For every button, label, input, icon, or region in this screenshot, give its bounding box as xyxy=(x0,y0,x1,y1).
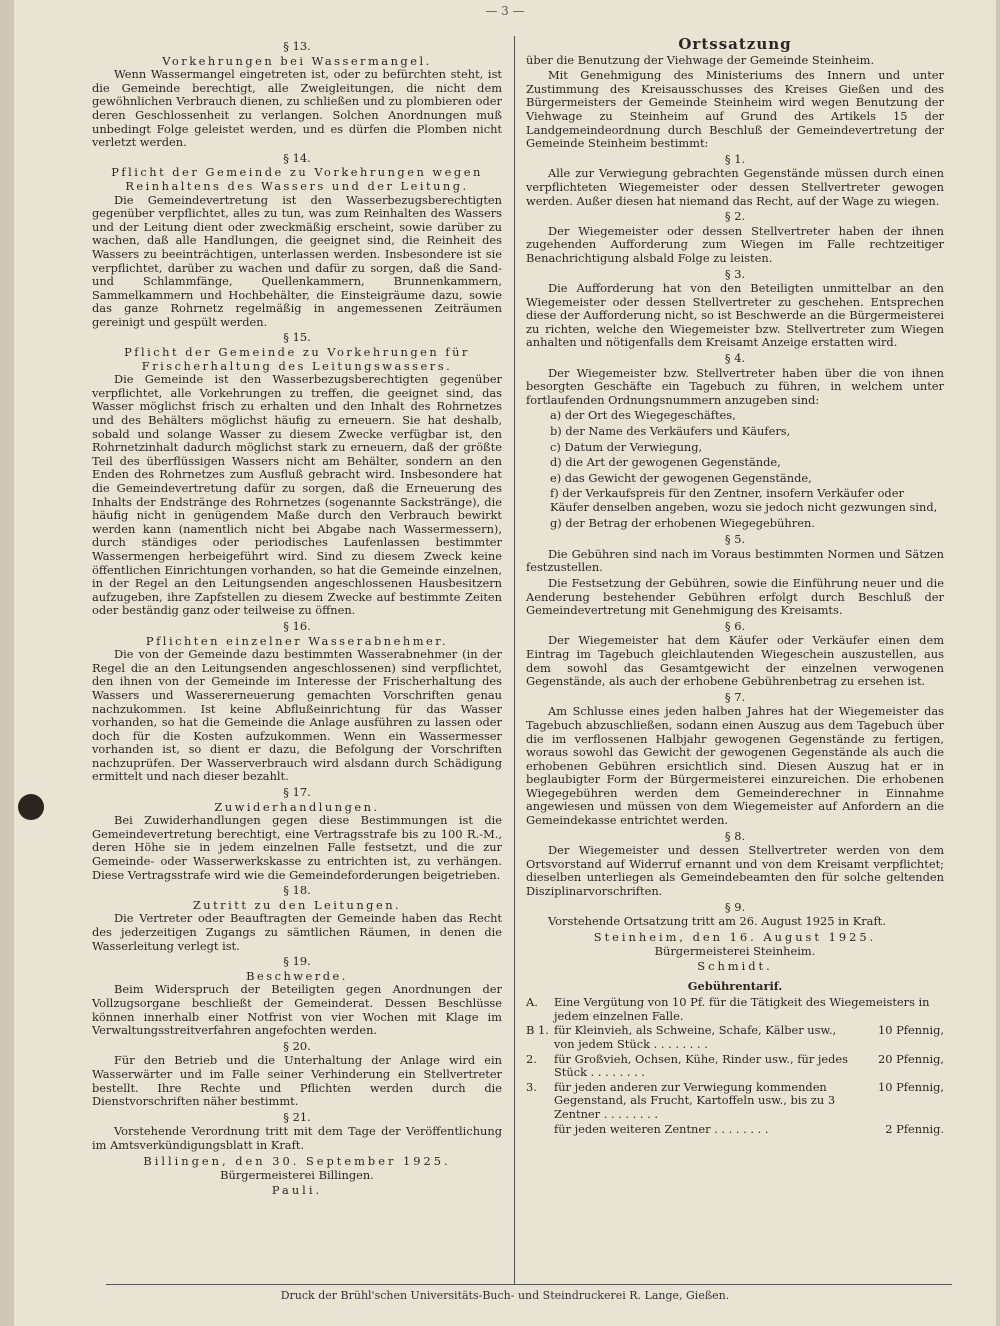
fee-schedule-heading: Gebührentarif. xyxy=(687,978,783,993)
section-14-heading: Pflicht der Gemeinde zu Vorkehrungen wegen Reinhaltens des Wassers und der Leitung. xyxy=(111,165,483,193)
page-number: — 3 — xyxy=(485,4,525,18)
section-15-number: § 15. xyxy=(283,330,311,345)
left-column xyxy=(92,38,502,1197)
list-item: g) der Betrag der erhobenen Wiegegebühren. xyxy=(550,515,815,530)
fee-row-text: für jeden anderen zur Verwiegung kommenden Gegenstand, als Frucht, Kartoffeln usw., bis zu 3 Zentner . . . . . . . . xyxy=(554,1079,836,1121)
section-19-number: § 19. xyxy=(283,954,311,969)
section-14-text: Die Gemeindevertretung ist den Wasserbezugsberechtigten gegenüber verpflichtet, alles zu tun, was zum Reinhalten des Wassers und der Leitung dient oder zweckmäßig erscheint, sowie darüber zu wachen, daß alle Handlungen, die geeignet sind, die Reinheit des Wassers zu beeinträchtigen, unterlassen werden. Insbesondere ist sie verpflichtet, darüber zu wachen und dafür zu sorgen, daß die Sand- und Schlammfänge, Quellenkammern, Brunnenkammern, Sammelkammern und Hochbehälter, die Einsteigräume dazu, sowie das ganze Rohrnetz regelmäßig in angemessenen Zeiträumen gereinigt und gespült werden. xyxy=(92,192,502,329)
bottom-rule xyxy=(106,1284,952,1285)
fee-row-key: 3. xyxy=(526,1079,537,1094)
ordinance-section-7-number: § 7. xyxy=(724,689,746,704)
right-column xyxy=(526,35,944,1137)
section-17-heading: Zuwiderhandlungen. xyxy=(214,799,380,814)
section-19-text: Beim Widerspruch der Beteiligten gegen Anordnungen der Vollzugsorgane beschließt der Gemeinderat. Dessen Beschlüsse können innerhalb einer Notfrist von vier Wochen mit Klage im Verwaltungsstreitverfahren angefochten werden. xyxy=(92,982,502,1038)
section-13-number: § 13. xyxy=(283,39,311,53)
list-item: b) der Name des Verkäufers und Käufers, xyxy=(550,424,791,439)
list-item: f) der Verkaufspreis für den Zentner, insofern Verkäufer oder Käufer denselben angeben, wozu sie jedoch nicht gezwungen sind, xyxy=(550,486,938,514)
fee-row-text: für jeden weiteren Zentner . . . . . . . . xyxy=(554,1121,769,1136)
fee-row-key xyxy=(526,1123,554,1137)
ordinance-section-5-number: § 5. xyxy=(724,532,746,547)
list-item: c) Datum der Verwiegung, xyxy=(550,439,703,454)
section-13-text: Wenn Wassermangel eingetreten ist, oder zu befürchten steht, ist die Gemeinde berechtigt, alle Zweigleitungen, die nicht dem gewöhnlichen Verbrauch dienen, zu schließen und zu plombieren oder deren Geschlossenheit zu verlangen. Solchen Anordnungen muß unbedingt Folge geleistet werden, und es dürfen die Plomben nicht verletzt werden. xyxy=(92,67,502,150)
fee-row-price: 10 Pfennig, xyxy=(878,1079,944,1094)
ordinance-section-4-list xyxy=(550,409,944,530)
left-signer: Pauli. xyxy=(271,1182,323,1197)
fee-row-price: 10 Pfennig, xyxy=(878,1023,944,1038)
list-item: d) die Art der gewogenen Gegenstände, xyxy=(550,455,781,470)
fee-row-key: 2. xyxy=(526,1051,537,1066)
ordinance-section-7-text: Am Schlusse eines jeden halben Jahres hat der Wiegemeister das Tagebuch abzuschließen, sodann einen Auszug aus dem Tagebuch über die im verflossenen Halbjahr gewogenen Gegenstände zu fertigen, woraus sowohl das Gewicht der gewogenen Gegenstände als auch die erhobenen Gebühren ersichtlich sind. Diesen Auszug hat er in beglaubigter Form der Bürgermeisterei einzureichen. Die erhobenen Wiegegebühren werden dem Gemeinderechner in Einnahme angewiesen und müssen von dem Wiegemeister auf Anfordern an die Gemeindekasse entrichtet werden. xyxy=(526,704,944,828)
column-divider xyxy=(514,36,515,1284)
ordinance-section-8-number: § 8. xyxy=(724,828,746,843)
list-item: a) der Ort des Wiegegeschäftes, xyxy=(550,408,736,423)
section-17-text: Bei Zuwiderhandlungen gegen diese Bestimmungen ist die Gemeindevertretung berechtigt, eine Vertragsstrafe bis zu 100 R.-M., deren Höhe sie in jedem einzelnen Falle festsetzt, und die zur Gemeinde- oder Wasserwerkskasse zu entrichten ist, zu verhängen. Diese Vertragsstrafe wird wie die Gemeindeforderungen beigetrieben. xyxy=(92,813,502,882)
ordinance-section-5-text-1: Die Gebühren sind nach im Voraus bestimmten Normen und Sätzen festzustellen. xyxy=(526,546,944,575)
fee-row xyxy=(526,1081,944,1122)
fee-row xyxy=(526,1053,944,1080)
section-16-heading: Pflichten einzelner Wasserabnehmer. xyxy=(145,633,449,648)
section-20-text: Für den Betrieb und die Unterhaltung der Anlage wird ein Wasserwärter und im Falle seiner Verhinderung ein Stellvertreter bestellt. Ihre Rechte und Pflichten werden durch die Dienstvorschriften näher bestimmt. xyxy=(92,1053,502,1109)
section-20-number: § 20. xyxy=(283,1038,311,1053)
fee-row xyxy=(526,996,944,1023)
ordinance-section-8-text: Der Wiegemeister und dessen Stellvertreter werden von dem Ortsvorstand auf Widerruf ernannt und von dem Kreisamt verpflichtet; dieselben unterliegen als Gemeindebeamten den für solche geltenden Disziplinarvorschriften. xyxy=(526,843,944,899)
ordinance-section-6-text: Der Wiegemeister hat dem Käufer oder Verkäufer einen dem Eintrag im Tagebuch gleichlautenden Wiegeschein auszustellen, aus dem sowohl das Gesamtgewicht der einzelnen verwogenen Gegenstände, als auch der erhobene Gebührenbetrag zu ersehen ist. xyxy=(526,633,944,689)
ordinance-title: Ortssatzung xyxy=(678,35,792,53)
section-15-text: Die Gemeinde ist den Wasserbezugsberechtigten gegenüber verpflichtet, alle Vorkehrungen zu treffen, die geeignet sind, das Wasser möglichst frisch zu erhalten und den Inhalt des Rohrnetzes und des Behälters möglichst häufig zu erneuern. Sie hat deshalb, sobald und solange Wasser zu diesem Zwecke verfügbar ist, den Rohrnetzinhalt dadurch möglichst stark zu erneuern, daß der größte Teil des überflüssigen Wassers nicht am Behälter, sondern an den Enden des Rohrnetzes zum Ausfluß gebracht wird. Insbesondere hat die Gemeindevertretung dafür zu sorgen, daß die Erneuerung des Inhalts der Endstränge des Rohrnetzes (sogenannte Sackstränge), die häufig nicht in genügendem Maße durch den Verbrauch bewirkt werden kann (namentlich nicht bei Abgabe nach Wassermessern), durch ständiges oder periodisches Laufenlassen bestimmter Wassermengen herbeigeführt wird. Sind zu diesem Zweck keine öffentlichen Einrichtungen vorhanden, so hat die Gemeinde einzelnen, in der Regel an den Leitungsenden angeschlossenen Hausbesitzern aufzugeben, ihre Zapfstellen zu diesem Zwecke auf bestimmte Zeiten oder beständig ganz oder teilweise zu öffnen. xyxy=(92,372,502,618)
ordinance-section-4-text: Der Wiegemeister bzw. Stellvertreter haben über die von ihnen besorgten Geschäfte ein Tagebuch zu führen, in welchem unter fortlaufenden Ordnungsnummern anzugeben sind: xyxy=(526,365,944,407)
fee-row-text: für Großvieh, Ochsen, Kühe, Rinder usw., für jedes Stück . . . . . . . . xyxy=(554,1051,849,1080)
section-21-text: Vorstehende Verordnung tritt mit dem Tage der Veröffentlichung im Amtsverkündigungsblatt in Kraft. xyxy=(92,1124,502,1152)
right-place-date: Steinheim, den 16. August 1925. xyxy=(593,929,877,944)
ordinance-subtitle: über die Benutzung der Viehwage der Gemeinde Steinheim. xyxy=(526,52,875,67)
ordinance-section-3-number: § 3. xyxy=(724,266,746,281)
fee-row xyxy=(526,1123,944,1137)
ordinance-section-4-number: § 4. xyxy=(724,351,746,366)
section-18-text: Die Vertreter oder Beauftragten der Gemeinde haben das Recht des jederzeitigen Zugangs zu sämtlichen Räumen, in denen die Wasserleitung verlegt ist. xyxy=(92,911,502,953)
ordinance-section-9-text: Vorstehende Ortsatzung tritt am 26. August 1925 in Kraft. xyxy=(548,914,886,929)
ordinance-section-1-text: Alle zur Verwiegung gebrachten Gegenstände müssen durch einen verpflichteten Wiegemeister oder dessen Stellvertreter gewogen werden. Außer diesen hat niemand das Recht, auf der Wage zu wiegen. xyxy=(526,166,944,208)
fee-row-price: 2 Pfennig. xyxy=(885,1121,944,1136)
printer-imprint: Druck der Brühl'schen Universitäts-Buch- und Steindruckerei R. Lange, Gießen. xyxy=(280,1289,730,1302)
section-16-text: Die von der Gemeinde dazu bestimmten Wasserabnehmer (in der Regel die an den Leitungsenden angeschlossenen) sind verpflichtet, den ihnen von der Gemeinde im Interesse der Frischerhaltung des Wassers und Wassererneuerung gemachten Vorschriften genau nachzukommen. Ist keine Abflußeinrichtung für das Wasser vorhanden, so hat die Gemeinde die Anlage ausführen zu lassen oder doch für die Kosten aufzukommen. Wenn ein Wassermesser vorhanden ist, so dient er dazu, die Befolgung der Vorschriften nachzuprüfen. Der Wasserverbrauch wird alsdann durch Schädigung ermittelt und nach dieser bezahlt. xyxy=(92,647,502,784)
ordinance-section-2-text: Der Wiegemeister oder dessen Stellvertreter haben der ihnen zugehenden Aufforderung zum Wiegen im Falle rechtzeitiger Benachrichtigung alsbald Folge zu leisten. xyxy=(526,223,944,265)
section-16-number: § 16. xyxy=(283,618,311,633)
ordinance-section-3-text: Die Aufforderung hat von den Beteiligten unmittelbar an den Wiegemeister oder dessen Stellvertreter zu geschehen. Entsprechen diese der Aufforderung nicht, so ist Beschwerde an die Bürgermeisterei zu richten, welche den Wiegemeister bzw. Stellvertreter zum Wiegen anhalten und nötigenfalls dem Kreisamt Anzeige erstatten wird. xyxy=(526,281,944,350)
ordinance-section-5-text-2: Die Festsetzung der Gebühren, sowie die Einführung neuer und die Aenderung bestehender Gebühren erfolgt durch Beschluß der Gemeindevertretung mit Genehmigung des Kreisamts. xyxy=(526,575,944,618)
section-19-heading: Beschwerde. xyxy=(246,968,348,983)
fee-row-text: Eine Vergütung von 10 Pf. für die Tätigkeit des Wiegemeisters in jedem einzelnen Falle. xyxy=(554,995,930,1023)
left-place-date: Billingen, den 30. September 1925. xyxy=(143,1153,451,1168)
section-18-heading: Zutritt zu den Leitungen. xyxy=(192,897,402,912)
section-18-number: § 18. xyxy=(283,883,311,898)
newspaper-page xyxy=(14,0,996,1326)
list-item: e) das Gewicht der gewogenen Gegenstände, xyxy=(550,470,812,485)
right-authority: Bürgermeisterei Steinheim. xyxy=(654,944,816,959)
ordinance-section-2-number: § 2. xyxy=(724,209,746,224)
left-authority: Bürgermeisterei Billingen. xyxy=(220,1168,374,1183)
section-15-heading: Pflicht der Gemeinde zu Vorkehrungen für Frischerhaltung des Leitungswassers. xyxy=(124,345,470,373)
ordinance-preamble: Mit Genehmigung des Ministeriums des Innern und unter Zustimmung des Kreisausschusses des Kreises Gießen und des Bürgermeisters der Gemeinde Steinheim wird wegen Benutzung der Viehwage zu Steinheim auf Grund des Artikels 15 der Landgemeindeordnung durch Beschluß der Gemeindevertretung der Gemeinde Steinheim bestimmt: xyxy=(526,68,944,151)
fee-row-text: für Kleinvieh, als Schweine, Schafe, Kälber usw., von jedem Stück . . . . . . . . xyxy=(554,1023,837,1051)
fee-row xyxy=(526,1024,944,1051)
section-13-heading: Vorkehrungen bei Wassermangel. xyxy=(162,53,432,68)
section-14-number: § 14. xyxy=(283,150,311,165)
ordinance-section-9-number: § 9. xyxy=(724,899,746,914)
section-21-number: § 21. xyxy=(283,1109,311,1124)
punch-hole xyxy=(18,794,44,820)
fee-row-key: A. xyxy=(526,995,538,1010)
ordinance-section-6-number: § 6. xyxy=(724,618,746,633)
fee-row-price: 20 Pfennig, xyxy=(878,1051,944,1066)
ordinance-section-1-number: § 1. xyxy=(724,151,746,166)
section-17-number: § 17. xyxy=(283,785,311,800)
right-signer: Schmidt. xyxy=(697,959,773,973)
fee-row-key: B 1. xyxy=(526,1023,549,1038)
